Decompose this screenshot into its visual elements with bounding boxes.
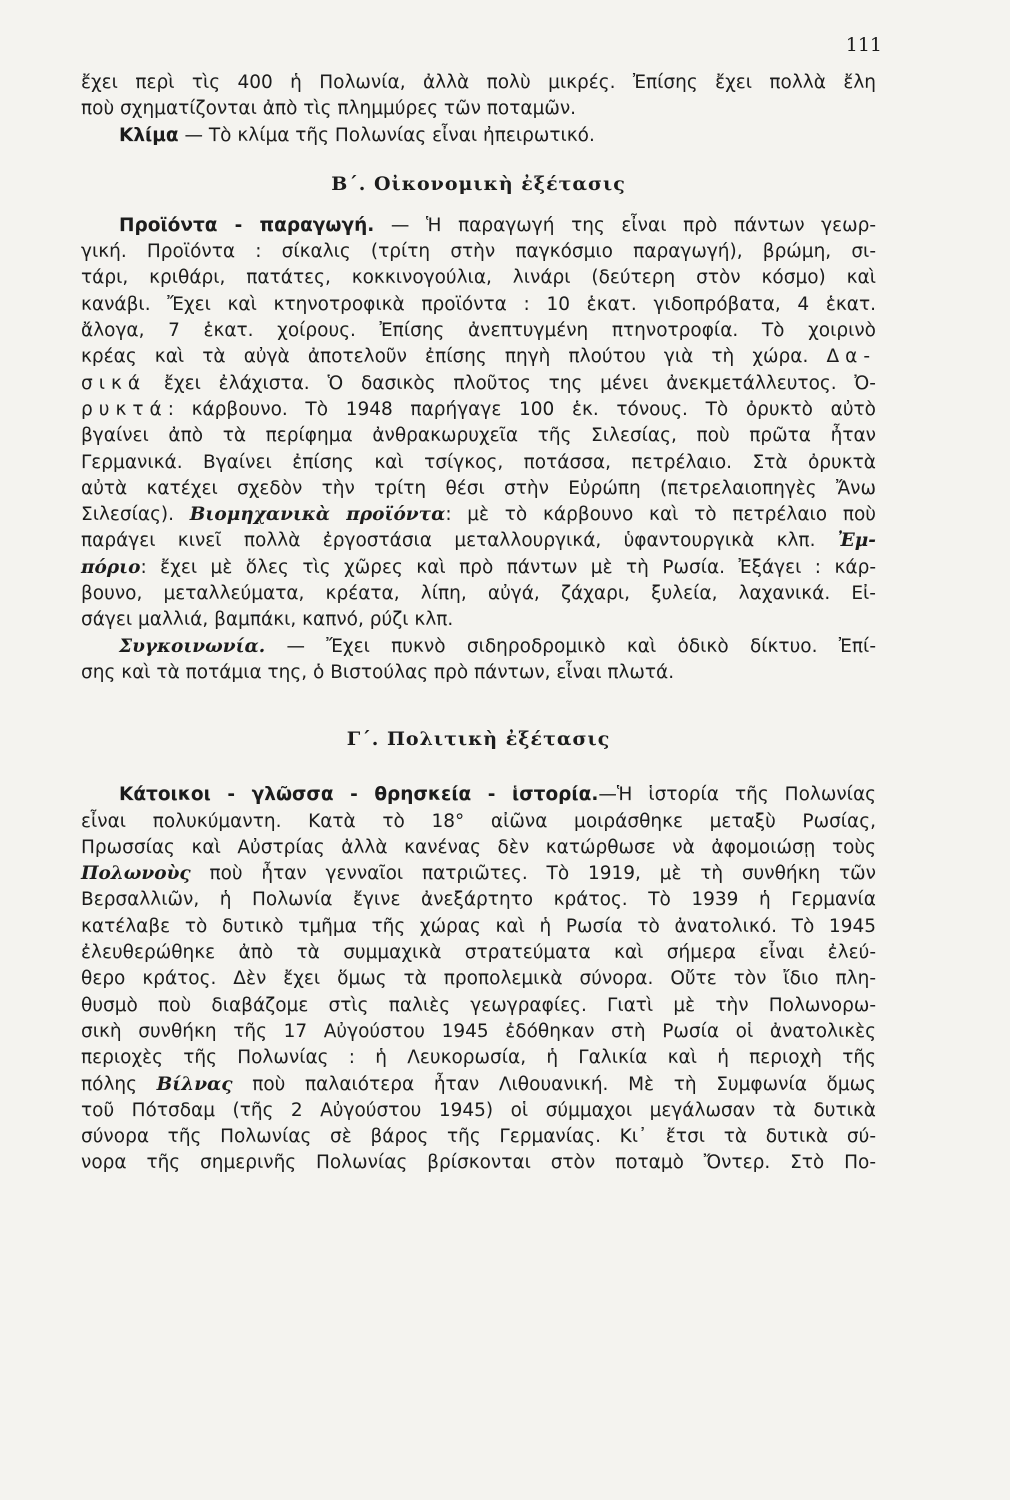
text-line: ἔχει περὶ τὶς 400 ἡ Πολωνία, ἀλλὰ πολὺ μικρές. Ἐπίσης ἔχει πολλὰ ἔλη (81, 72, 876, 93)
text-line: βουνο, μεταλλεύματα, κρέατα, λίπη, αὐγά, ζάχαρι, ξυλεία, λαχανικά. Εἰ- (81, 583, 876, 605)
page-body (81, 70, 876, 1177)
climate-text: — Τὸ κλίμα τῆς Πολωνίας εἶναι ἠπειρωτικό. (178, 124, 595, 146)
text-line (81, 528, 876, 554)
text-line: τοῦ Πότσδαμ (τῆς 2 Αὐγούστου 1945) οἱ σύμμαχοι μεγάλωσαν τὰ δυτικὰ (81, 1099, 876, 1121)
poles-term: Πολωνοὺς (81, 863, 191, 885)
text-line: θερο κράτος. Δὲν ἔχει ὅμως τὰ προπολεμικὰ σύνορα. Οὔτε τὸν ἴδιο πλη- (81, 968, 876, 990)
text-line: ἐλευθερώθηκε ἀπὸ τὰ συμμαχικὰ στρατεύματα καὶ σήμερα εἶναι ἐλεύ- (81, 942, 876, 964)
text-span: παράγει κινεῖ πολλὰ ἐργοστάσια μεταλλουργικά, ὑφαντουργικὰ κλπ. (81, 530, 816, 552)
text-line (81, 502, 876, 528)
text-line (81, 1072, 876, 1098)
text-span: : κάρβουνο. Τὸ 1948 παρήγαγε 100 ἑκ. τόνους. Τὸ ὀρυκτὸ αὐτὸ (167, 398, 876, 420)
climate-paragraph (81, 123, 876, 149)
text-line: κατέλαβε τὸ δυτικὸ τμῆμα τῆς χώρας καὶ ἡ Ρωσία τὸ ἀνατολικό. Τὸ 1945 (81, 915, 876, 937)
text-line: ποὺ σχηματίζονται ἀπὸ τὶς πλημμύρες τῶν ποταμῶν. (81, 98, 577, 120)
section-heading-political: Γ΄. Πολιτικὴ ἐξέτασις (346, 728, 611, 751)
trade-label-cont: πόριο (81, 556, 141, 578)
page-number: 111 (845, 34, 882, 56)
text-line (81, 344, 876, 370)
products-paragraph (81, 213, 876, 239)
transport-label: Συγκοινωνία. (119, 635, 266, 657)
text-line: σικὴ συνθήκη τῆς 17 Αὐγούστου 1945 ἐδόθηκαν στὴ Ρωσία οἱ ἀνατολικὲς (81, 1020, 876, 1042)
text-line: εἶναι πολυκύμαντη. Κατὰ τὸ 18° αἰῶνα μοιράσθηκε μεταξὺ Ρωσίας, (81, 810, 876, 832)
trade-label: Ἐμ- (837, 530, 876, 552)
text-span: —Ἡ ἱστορία τῆς Πολωνίας (598, 784, 876, 806)
text-span: πόλης (81, 1073, 157, 1095)
text-line: περιοχὲς τῆς Πολωνίας : ἡ Λευκορωσία, ἡ Γαλικία καὶ ἡ περιοχὴ τῆς (81, 1047, 876, 1069)
text-line: βγαίνει ἀπὸ τὰ περίφημα ἀνθρακωρυχεῖα τῆς Σιλεσίας, ποὺ πρῶτα ἦταν (81, 425, 876, 447)
text-line: γική. Προϊόντα : σίκαλις (τρίτη στὴν παγκόσμιο παραγωγή), βρώμη, σι- (81, 241, 876, 263)
text-line: τάρι, κριθάρι, πατάτες, κοκκινογούλια, λινάρι (δεύτερη στὸν κόσμο) καὶ (81, 267, 876, 289)
text-line (81, 861, 876, 887)
forests-label: Δα- (826, 346, 876, 368)
history-label: Κάτοικοι - γλῶσσα - θρησκεία - ἱστορία. (119, 784, 599, 806)
industrial-products-label: Βιομηχανικὰ προϊόντα (189, 504, 446, 526)
text-line: αὐτὰ κατέχει σχεδὸν τὴν τρίτη θέσι στὴν Εὐρώπη (πετρελαιοπηγὲς Ἄνω (81, 477, 876, 499)
text-line: Γερμανικά. Βγαίνει ἐπίσης καὶ τσίγκος, ποτάσσα, πετρέλαιο. Στὰ ὀρυκτὰ (81, 451, 876, 473)
text-line: σάγει μαλλιά, βαμπάκι, καπνό, ρύζι κλπ. (81, 609, 454, 631)
transport-paragraph (81, 634, 876, 660)
text-line: σύνορα τῆς Πολωνίας σὲ βάρος τῆς Γερμανίας. Κι᾿ ἔτσι τὰ δυτικὰ σύ- (81, 1126, 876, 1148)
text-span: : ἔχει μὲ ὅλες τὶς χῶρες καὶ πρὸ πάντων μὲ τὴ Ρωσία. Ἐξάγει : κάρ- (140, 556, 876, 578)
vilna-term: Βίλνας (156, 1073, 233, 1095)
text-span: Σιλεσίας). (81, 504, 175, 526)
text-line: Βερσαλλιῶν, ἡ Πολωνία ἔγινε ἀνεξάρτητο κράτος. Τὸ 1939 ἡ Γερμανία (81, 889, 876, 911)
forests-label-cont: σικά (81, 372, 147, 394)
products-label: Προϊόντα - παραγωγή. (119, 214, 375, 236)
text-line: νορα τῆς σημερινῆς Πολωνίας βρίσκονται στὸν ποταμὸ Ὄντερ. Στὸ Πο- (81, 1152, 876, 1174)
section-heading-economic: Β΄. Οἰκονομικὴ ἐξέτασις (331, 172, 626, 195)
text-span: — Ἔχει πυκνὸ σιδηροδρομικὸ καὶ ὁδικὸ δίκτυο. Ἐπί- (286, 635, 876, 657)
minerals-label: ρυκτά (81, 398, 168, 420)
text-line: κανάβι. Ἔχει καὶ κτηνοτροφικὰ προϊόντα : 10 ἑκατ. γιδοπρόβατα, 4 ἑκατ. (81, 293, 876, 315)
products-text: — Ἡ παραγωγή της εἶναι πρὸ πάντων γεωρ- (390, 214, 876, 236)
text-line: Πρωσσίας καὶ Αὐστρίας ἀλλὰ κανένας δὲν κατώρθωσε νὰ ἀφομοιώσῃ τοὺς (81, 836, 876, 858)
text-line (81, 371, 876, 397)
text-line (81, 397, 876, 423)
text-span: κρέας καὶ τὰ αὐγὰ ἀποτελοῦν ἐπίσης πηγὴ πλούτου γιὰ τὴ χώρα. (81, 346, 809, 368)
text-span: ἔχει ἐλάχιστα. Ὁ δασικὸς πλοῦτος της μένει ἀνεκμετάλλευτος. Ὀ- (163, 372, 876, 394)
history-paragraph (81, 782, 876, 808)
text-line: θυσμὸ ποὺ διαβάζομε στὶς παλιὲς γεωγραφίες. Γιατὶ μὲ τὴν Πολωνορω- (81, 994, 876, 1016)
text-line (81, 555, 876, 581)
text-line: ἄλογα, 7 ἑκατ. χοίρους. Ἐπίσης ἀνεπτυγμένη πτηνοτροφία. Τὸ χοιρινὸ (81, 320, 876, 342)
text-span: ποὺ ἦταν γενναῖοι πατριῶτες. Τὸ 1919, μὲ τὴ συνθήκη τῶν (190, 863, 876, 885)
text-line: σης καὶ τὰ ποτάμια της, ὁ Βιστούλας πρὸ πάντων, εἶναι πλωτά. (81, 661, 675, 683)
text-span: : μὲ τὸ κάρβουνο καὶ τὸ πετρέλαιο ποὺ (445, 504, 876, 526)
text-span: ποὺ παλαιότερα ἦταν Λιθουανική. Μὲ τὴ Συμφωνία ὅμως (232, 1073, 876, 1095)
climate-label: Κλίμα (119, 124, 179, 146)
